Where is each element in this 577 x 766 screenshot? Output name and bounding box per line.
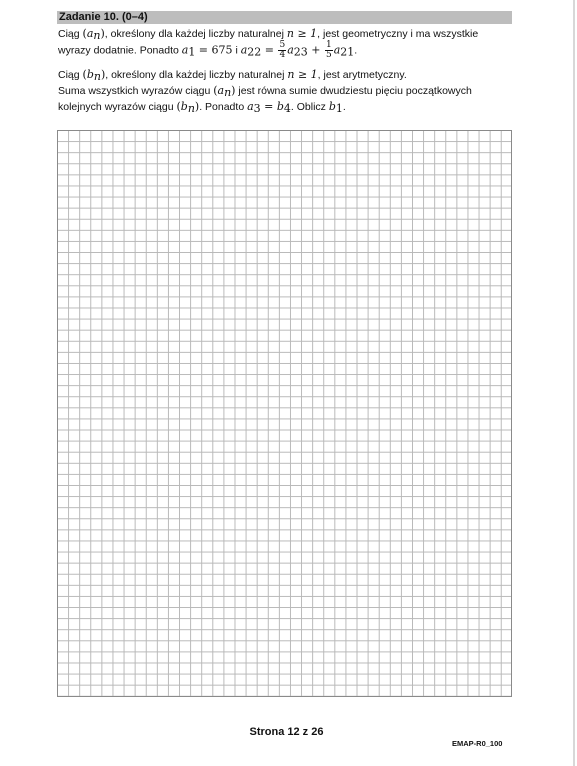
page-edge [573, 0, 575, 766]
exam-code: EMAP-R0_100 [452, 739, 503, 748]
task-line-4: Suma wszystkich wyrazów ciągu $(a_n)$ jest równa sumie dwudziestu pięciu początkowych [58, 84, 472, 99]
page-number: Strona 12 z 26 [249, 726, 324, 738]
answer-grid[interactable] [57, 130, 512, 697]
fraction-one-fifth: $\frac{1}{5}$ [326, 40, 332, 60]
task-line-3: Ciąg $(b_n)$, określony dla każdej liczby naturalnej n ≥ 1, jest arytmetyczny. [58, 68, 407, 83]
task-line-5: kolejnych wyrazów ciągu $(b_n)$. Ponadto $a_3 = b_4$. Oblicz $b_1$. [58, 100, 346, 115]
fraction-five-quarters: $\frac{5}{4}$ [279, 40, 286, 60]
task-line-2: wyrazy dodatnie. Ponadto $a_1 = 675$ i $a_{22}$ = $\frac{5}{4}$ $a_{23}$ + $\frac{1}{5}$ $a_{21}$. [58, 40, 358, 60]
task-title: Zadanie 10. (0–4) [59, 11, 148, 23]
task-line-1: Ciąg $(a_n)$, określony dla każdej liczby naturalnej n ≥ 1, jest geometryczny i ma wszystkie [58, 27, 479, 42]
